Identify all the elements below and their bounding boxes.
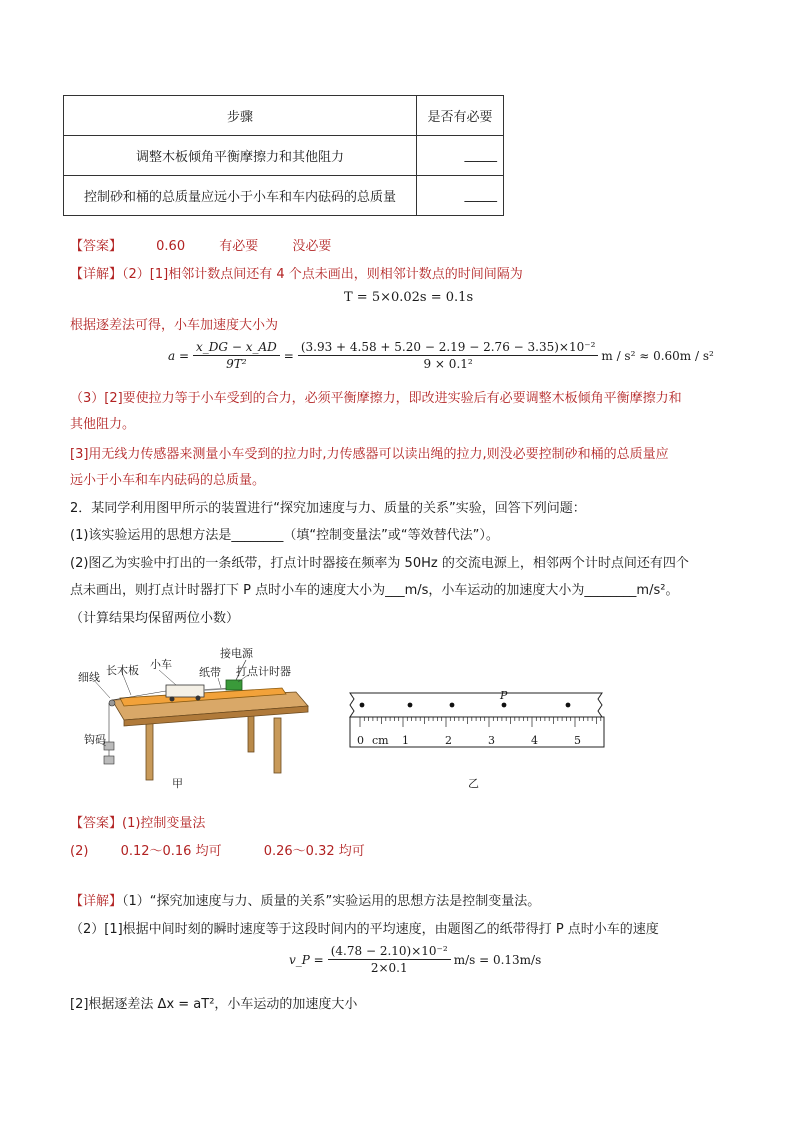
detail1-p1-line <box>70 263 523 282</box>
ruler-label-cm: cm <box>372 734 389 747</box>
paper-tape-yi <box>350 693 602 717</box>
car-wheel-1 <box>170 697 175 702</box>
row2-step: 控制砂和桶的总质量应远小于小车和车内砝码的总质量 <box>64 176 417 216</box>
tape-dot-2 <box>408 703 413 708</box>
label-timer: 打点计时器 <box>236 665 291 678</box>
answer2-line1 <box>70 812 205 831</box>
label-power: 接电源 <box>220 647 253 660</box>
answer2-a3: 0.26～0.32 均可 <box>263 844 365 859</box>
ruler-label-4: 4 <box>531 734 538 747</box>
detail2-eq <box>289 944 541 975</box>
eq2-num2: (3.93 + 4.58 + 5.20 − 2.19 − 2.76 − 3.35)×10⁻² <box>298 340 599 356</box>
table-leg-1 <box>146 718 153 780</box>
tape-dot-5 <box>566 703 571 708</box>
answer1-label: 【答案】 <box>70 239 123 254</box>
answer1-a1: 0.60 <box>156 239 186 254</box>
eq-num: (4.78 − 2.10)×10⁻² <box>328 944 451 960</box>
answer1-a3: 没必要 <box>292 239 332 254</box>
caption-yi: 乙 <box>468 777 479 790</box>
detail2-p2: （2）[1]根据中间时刻的瞬时速度等于这段时间内的平均速度，由题图乙的纸带得打 P 点时小车的速度 <box>70 922 659 937</box>
eq-den: 2×0.1 <box>370 961 408 975</box>
row1-blank: _____ <box>417 136 504 176</box>
label-thread: 细线 <box>78 671 100 684</box>
eq2-result: m / s² ≈ 0.60m / s² <box>601 348 714 363</box>
eq-v: v_P = <box>289 952 324 967</box>
detail1-p3a: （3）[2]要使拉力等于小车受到的合力，必须平衡摩擦力，即改进实验后有必要调整木板倾角平衡摩擦力和 <box>70 391 682 406</box>
detail2-p1: （1）“探究加速度与力、质量的关系”实验运用的思想方法是控制变量法。 <box>122 894 541 909</box>
ruler-label-5: 5 <box>574 734 581 747</box>
label-weight: 钩码 <box>84 733 106 746</box>
detail2-p1-line <box>70 890 540 909</box>
header-step: 步骤 <box>64 96 417 136</box>
eq2-den2: 9 × 0.1² <box>423 357 473 371</box>
eq-result: m/s = 0.13m/s <box>453 952 542 967</box>
table-leg-3 <box>248 712 254 752</box>
eq2-eq: = <box>283 348 294 363</box>
leader-car <box>159 670 176 685</box>
ruler-label-1: 1 <box>402 734 409 747</box>
answer1-a2: 有必要 <box>219 239 259 254</box>
ruler-label-0: 0 <box>357 734 364 747</box>
detail1-p3b: 其他阻力。 <box>70 417 136 432</box>
ruler-label-3: 3 <box>488 734 495 747</box>
tape-dot-1 <box>360 703 365 708</box>
eq-frac <box>328 944 451 975</box>
answer1-line <box>70 235 331 254</box>
eq2-den: 9T² <box>226 357 247 371</box>
header-need: 是否有必要 <box>417 96 504 136</box>
detail1-eq2 <box>168 340 714 371</box>
weight-2 <box>104 756 114 764</box>
point-p-label: P <box>500 689 508 702</box>
pulley <box>109 700 115 706</box>
eq2-frac2 <box>298 340 599 371</box>
eq2-frac1 <box>193 340 280 371</box>
tape-dot-3 <box>450 703 455 708</box>
label-tape: 纸带 <box>199 666 221 679</box>
answer2-idx: (2) <box>70 844 89 859</box>
row2-blank: _____ <box>417 176 504 216</box>
table-leg-2 <box>274 718 281 773</box>
eq2-a: a = <box>168 348 190 363</box>
answer2-a1: (1)控制变量法 <box>122 816 206 831</box>
car <box>166 685 204 697</box>
answer2-line2 <box>70 840 365 859</box>
detail2-label: 【详解】 <box>70 894 123 909</box>
answer2-label: 【答案】 <box>70 816 123 831</box>
detail1-label: 【详解】 <box>70 267 123 282</box>
tape-dot-p <box>502 703 507 708</box>
detail2-p3: [2]根据逐差法 Δx = aT²，小车运动的加速度大小 <box>70 997 358 1012</box>
detail1-eq1: T = 5×0.02s = 0.1s <box>344 290 474 305</box>
eq2-num: x_DG − x_AD <box>193 340 280 356</box>
label-car: 小车 <box>150 658 172 671</box>
q2-s2b: 点未画出，则打点计时器打下 P 点时小车的速度大小为___m/s，小车运动的加速度大小为________m/s²。 <box>70 583 679 598</box>
car-wheel-2 <box>196 696 201 701</box>
detail1-p4a: [3]用无线力传感器来测量小车受到的拉力时,力传感器可以读出绳的拉力,则没必要控制砂和桶的总质量应 <box>70 447 669 462</box>
q2-s2a: (2)图乙为实验中打出的一条纸带，打点计时器接在频率为 50Hz 的交流电源上，相邻两个计时点间还有四个 <box>70 556 689 571</box>
steps-table <box>63 95 504 216</box>
timer <box>226 680 242 690</box>
ruler-label-2: 2 <box>445 734 452 747</box>
q2-s3: （计算结果均保留两位小数） <box>70 611 240 626</box>
detail1-p4b: 远小于小车和车内砝码的总质量。 <box>70 473 266 488</box>
q2-s1: (1)该实验运用的思想方法是________（填“控制变量法”或“等效替代法”）。 <box>70 528 499 543</box>
detail1-p2: 根据逐差法可得，小车加速度大小为 <box>70 318 279 333</box>
answer2-a2: 0.12～0.16 均可 <box>120 844 222 859</box>
q2-title: 2．某同学利用图甲所示的装置进行“探究加速度与力、质量的关系”实验，回答下列问题： <box>70 501 586 516</box>
caption-jia: 甲 <box>172 777 183 790</box>
detail1-p1: （2）[1]相邻计数点间还有 4 个点未画出，则相邻计数点的时间间隔为 <box>122 267 523 282</box>
row1-step: 调整木板倾角平衡摩擦力和其他阻力 <box>64 136 417 176</box>
label-board: 长木板 <box>106 664 139 677</box>
